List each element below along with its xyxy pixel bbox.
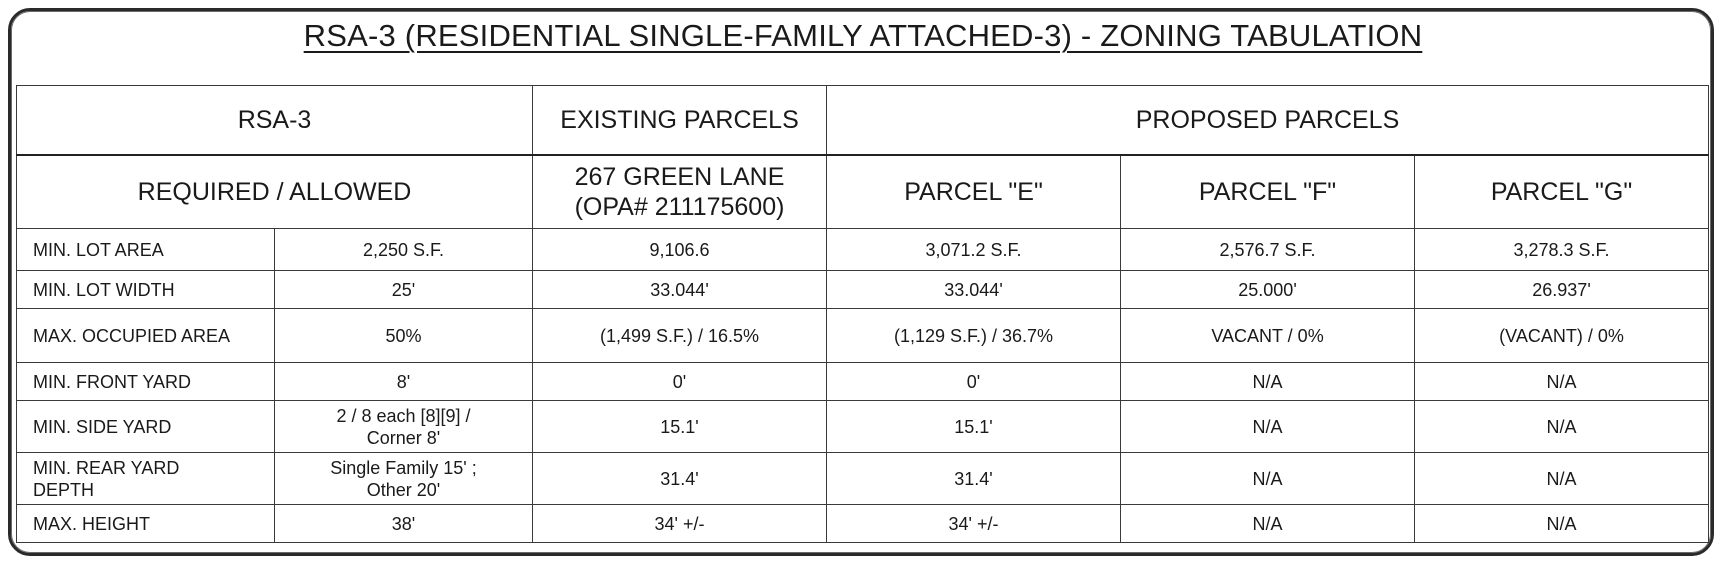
row-label: MIN. FRONT YARD <box>17 363 275 401</box>
header-parcel-g: PARCEL "G" <box>1415 155 1709 229</box>
table-row <box>17 309 1709 363</box>
required-value: 25' <box>275 271 533 309</box>
header-existing-address <box>533 155 827 229</box>
table-row <box>17 401 1709 453</box>
parcel-g-value: N/A <box>1415 453 1709 505</box>
parcel-e-value: 15.1' <box>827 401 1121 453</box>
table-row <box>17 363 1709 401</box>
existing-value: 34' +/- <box>533 505 827 543</box>
header-parcel-e: PARCEL "E" <box>827 155 1121 229</box>
parcel-f-value: VACANT / 0% <box>1121 309 1415 363</box>
table-row <box>17 453 1709 505</box>
row-label-line2: DEPTH <box>33 479 95 500</box>
required-value <box>275 453 533 505</box>
parcel-f-value: 2,576.7 S.F. <box>1121 229 1415 271</box>
parcel-e-value: 34' +/- <box>827 505 1121 543</box>
parcel-f-value: 25.000' <box>1121 271 1415 309</box>
required-value: 50% <box>275 309 533 363</box>
table-row <box>17 229 1709 271</box>
existing-value: 15.1' <box>533 401 827 453</box>
header-row-columns <box>17 155 1709 229</box>
required-value-line1: Single Family 15' ; <box>330 457 477 478</box>
row-label <box>17 453 275 505</box>
table-row <box>17 505 1709 543</box>
parcel-g-value: (VACANT) / 0% <box>1415 309 1709 363</box>
existing-value: 33.044' <box>533 271 827 309</box>
existing-value: 0' <box>533 363 827 401</box>
parcel-f-value: N/A <box>1121 453 1415 505</box>
row-label: MIN. SIDE YARD <box>17 401 275 453</box>
zoning-tabulation-table <box>16 85 1709 543</box>
parcel-e-value: 31.4' <box>827 453 1121 505</box>
parcel-g-value: N/A <box>1415 505 1709 543</box>
header-existing-parcels: EXISTING PARCELS <box>533 86 827 156</box>
existing-value: (1,499 S.F.) / 16.5% <box>533 309 827 363</box>
header-row-groups <box>17 86 1709 156</box>
row-label: MIN. LOT WIDTH <box>17 271 275 309</box>
required-value: 8' <box>275 363 533 401</box>
parcel-f-value: N/A <box>1121 505 1415 543</box>
table-row <box>17 271 1709 309</box>
row-label: MIN. LOT AREA <box>17 229 275 271</box>
row-label: MAX. OCCUPIED AREA <box>17 309 275 363</box>
existing-value: 9,106.6 <box>533 229 827 271</box>
parcel-g-value: N/A <box>1415 363 1709 401</box>
required-value <box>275 401 533 453</box>
parcel-e-value: (1,129 S.F.) / 36.7% <box>827 309 1121 363</box>
required-value-line2: Corner 8' <box>366 427 441 448</box>
existing-value: 31.4' <box>533 453 827 505</box>
parcel-g-value: 26.937' <box>1415 271 1709 309</box>
existing-address-line2: (OPA# 211175600) <box>574 193 785 221</box>
parcel-e-value: 0' <box>827 363 1121 401</box>
header-required-allowed: REQUIRED / ALLOWED <box>17 155 533 229</box>
header-parcel-f: PARCEL "F" <box>1121 155 1415 229</box>
table-title-text: RSA-3 (RESIDENTIAL SINGLE-FAMILY ATTACHED-3) - ZONING TABULATION <box>303 18 1423 53</box>
required-value: 2,250 S.F. <box>275 229 533 271</box>
parcel-f-value: N/A <box>1121 363 1415 401</box>
parcel-g-value: N/A <box>1415 401 1709 453</box>
parcel-e-value: 33.044' <box>827 271 1121 309</box>
required-value-line2: Other 20' <box>366 479 441 500</box>
table-title <box>0 18 1726 54</box>
parcel-f-value: N/A <box>1121 401 1415 453</box>
existing-address-line1: 267 GREEN LANE <box>574 163 785 191</box>
required-value-line1: 2 / 8 each [8][9] / <box>336 405 471 426</box>
row-label: MAX. HEIGHT <box>17 505 275 543</box>
header-proposed-parcels: PROPOSED PARCELS <box>827 86 1709 156</box>
parcel-e-value: 3,071.2 S.F. <box>827 229 1121 271</box>
row-label-line1: MIN. REAR YARD <box>33 457 180 478</box>
required-value: 38' <box>275 505 533 543</box>
parcel-g-value: 3,278.3 S.F. <box>1415 229 1709 271</box>
header-zone: RSA-3 <box>17 86 533 156</box>
